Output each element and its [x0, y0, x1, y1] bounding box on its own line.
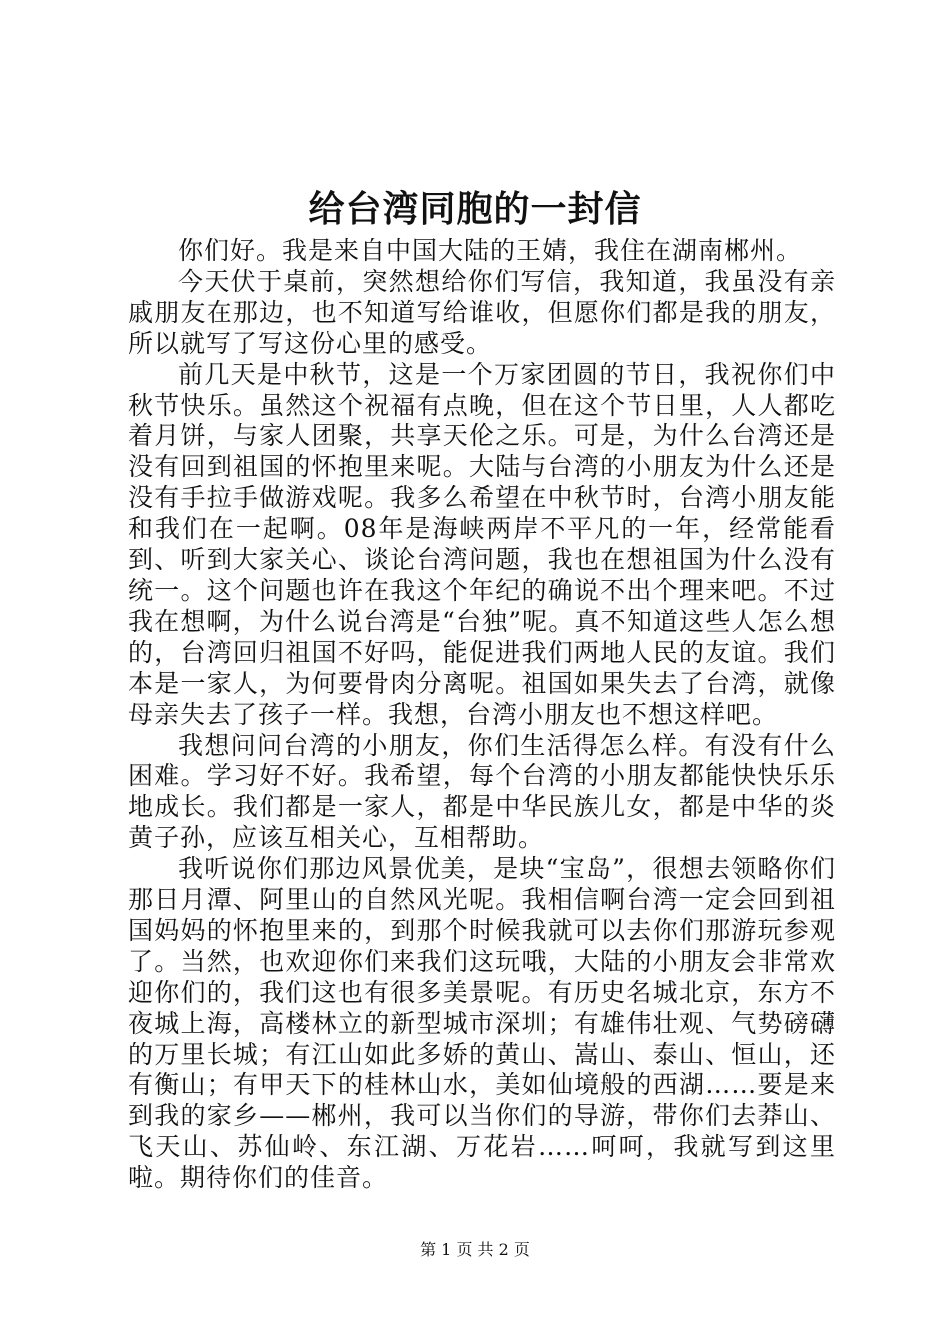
paragraph-greeting: 你们好。我是来自中国大陆的王婧，我住在湖南郴州。: [178, 236, 803, 265]
document-title: 给台湾同胞的一封信: [308, 189, 642, 230]
paragraph-scenery: 我听说你们那边风景优美，是块“宝岛”，很想去领略你们那日月潭、阿里山的自然风光呢。我相信啊台湾一定会回到祖国妈妈的怀抱里来的，到那个时候我就可以去你们那游玩参观了。当然，也欢迎你们来我们这玩哦，大陆的小朋友会非常欢迎你们的，我们这也有很多美景呢。有历史名城北京，东方不夜城上海，高楼林立的新型城市深圳；有雄伟壮观、气势磅礴的万里长城；有江山如此多娇的黄山、嵩山、泰山、恒山，还有衡山；有甲天下的桂林山水，美如仙境般的西湖……要是来到我的家乡——郴州，我可以当你们的导游，带你们去莽山、飞天山、苏仙岭、东江湖、万花岩……呵呵，我就写到这里啦。期待你们的佳音。: [128, 854, 836, 1193]
paragraph-questions: 我想问问台湾的小朋友，你们生活得怎么样。有没有什么困难。学习好不好。我希望，每个台湾的小朋友都能快快乐乐地成长。我们都是一家人，都是中华民族儿女，都是中华的炎黄子孙，应该互相关心，互相帮助。: [128, 730, 836, 853]
page-number-footer: 第 1 页 共 2 页: [420, 1240, 530, 1259]
letter-body: [128, 236, 836, 1194]
paragraph-mid-autumn: 前几天是中秋节，这是一个万家团圆的节日，我祝你们中秋节快乐。虽然这个祝福有点晚，但在这个节日里，人人都吃着月饼，与家人团聚，共享天伦之乐。可是，为什么台湾还是没有回到祖国的怀抱里来呢。大陆与台湾的小朋友为什么还是没有手拉手做游戏呢。我多么希望在中秋节时，台湾小朋友能和我们在一起啊。08年是海峡两岸不平凡的一年，经常能看到、听到大家关心、谈论台湾问题，我也在想祖国为什么没有统一。这个问题也许在我这个年纪的确说不出个理来吧。不过我在想啊，为什么说台湾是“台独”呢。真不知道这些人怎么想的，台湾回归祖国不好吗，能促进我们两地人民的友谊。我们本是一家人，为何要骨肉分离呢。祖国如果失去了台湾，就像母亲失去了孩子一样。我想，台湾小朋友也不想这样吧。: [128, 359, 836, 729]
paragraph-intro: 今天伏于桌前，突然想给你们写信，我知道，我虽没有亲戚朋友在那边，也不知道写给谁收，但愿你们都是我的朋友，所以就写了写这份心里的感受。: [128, 266, 836, 358]
